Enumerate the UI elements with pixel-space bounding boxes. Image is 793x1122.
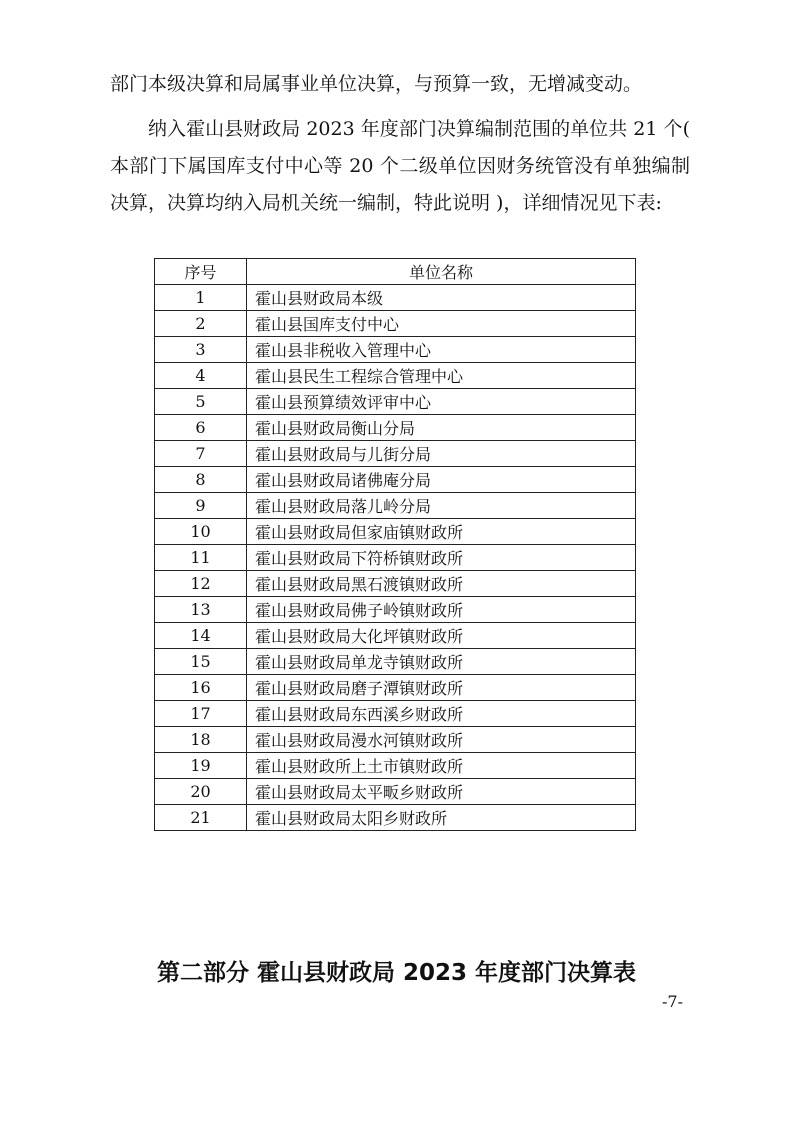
row-index: 3 (155, 337, 247, 363)
row-unit-name: 霍山县财政局佛子岭镇财政所 (247, 597, 636, 623)
row-unit-name: 霍山县财政局下符桥镇财政所 (247, 545, 636, 571)
row-unit-name: 霍山县财政局单龙寺镇财政所 (247, 649, 636, 675)
table-row (155, 467, 636, 493)
row-unit-name: 霍山县预算绩效评审中心 (247, 389, 636, 415)
page-number: -7- (662, 992, 683, 1011)
row-unit-name: 霍山县非税收入管理中心 (247, 337, 636, 363)
table-row (155, 701, 636, 727)
row-index: 14 (155, 623, 247, 649)
table-row (155, 415, 636, 441)
table-row (155, 311, 636, 337)
row-unit-name: 霍山县财政局东西溪乡财政所 (247, 701, 636, 727)
row-index: 2 (155, 311, 247, 337)
row-index: 17 (155, 701, 247, 727)
row-index: 5 (155, 389, 247, 415)
table-row (155, 805, 636, 831)
row-index: 19 (155, 753, 247, 779)
row-unit-name: 霍山县财政局太平畈乡财政所 (247, 779, 636, 805)
row-unit-name: 霍山县财政局黑石渡镇财政所 (247, 571, 636, 597)
row-unit-name: 霍山县财政局磨子潭镇财政所 (247, 675, 636, 701)
row-unit-name: 霍山县财政局诸佛庵分局 (247, 467, 636, 493)
row-unit-name: 霍山县财政局与儿街分局 (247, 441, 636, 467)
row-index: 7 (155, 441, 247, 467)
table-row (155, 675, 636, 701)
row-unit-name: 霍山县财政局本级 (247, 285, 636, 311)
row-index: 6 (155, 415, 247, 441)
row-index: 16 (155, 675, 247, 701)
table-row (155, 545, 636, 571)
row-unit-name: 霍山县财政局落儿岭分局 (247, 493, 636, 519)
table-header-row (155, 259, 636, 285)
table-body (155, 285, 636, 831)
table-row (155, 493, 636, 519)
row-index: 21 (155, 805, 247, 831)
row-index: 8 (155, 467, 247, 493)
table-row (155, 727, 636, 753)
row-index: 20 (155, 779, 247, 805)
row-unit-name: 霍山县财政局但家庙镇财政所 (247, 519, 636, 545)
table-row (155, 519, 636, 545)
header-unit-name: 单位名称 (247, 259, 636, 285)
table-row (155, 649, 636, 675)
row-index: 10 (155, 519, 247, 545)
row-index: 9 (155, 493, 247, 519)
row-unit-name: 霍山县财政局大化坪镇财政所 (247, 623, 636, 649)
row-index: 18 (155, 727, 247, 753)
row-unit-name: 霍山县财政局太阳乡财政所 (247, 805, 636, 831)
paragraph-intro-end: 部门本级决算和局属事业单位决算，与预算一致，无增减变动。 (110, 73, 643, 95)
table-row (155, 623, 636, 649)
row-unit-name: 霍山县国库支付中心 (247, 311, 636, 337)
row-index: 15 (155, 649, 247, 675)
row-index: 4 (155, 363, 247, 389)
row-unit-name: 霍山县财政所上土市镇财政所 (247, 753, 636, 779)
table-row (155, 779, 636, 805)
table-row (155, 389, 636, 415)
section-title: 第二部分 霍山县财政局 2023 年度部门决算表 (156, 960, 637, 986)
row-unit-name: 霍山县财政局漫水河镇财政所 (247, 727, 636, 753)
row-unit-name: 霍山县财政局衡山分局 (247, 415, 636, 441)
table-row (155, 285, 636, 311)
unit-list-table (154, 258, 636, 831)
paragraph-unit-scope: 纳入霍山县财政局 2023 年度部门决算编制范围的单位共 21 个( 本部门下属国库支付中心等 20 个二级单位因财务统管没有单独编制决算，决算均纳入局机关统一编制，特此说明 )，详细情况见下表: (110, 118, 690, 214)
row-index: 12 (155, 571, 247, 597)
row-index: 13 (155, 597, 247, 623)
table-row (155, 571, 636, 597)
row-unit-name: 霍山县民生工程综合管理中心 (247, 363, 636, 389)
table-row (155, 597, 636, 623)
header-index: 序号 (155, 259, 247, 285)
table-row (155, 337, 636, 363)
table-row (155, 441, 636, 467)
table-row (155, 753, 636, 779)
row-index: 1 (155, 285, 247, 311)
table-row (155, 363, 636, 389)
row-index: 11 (155, 545, 247, 571)
